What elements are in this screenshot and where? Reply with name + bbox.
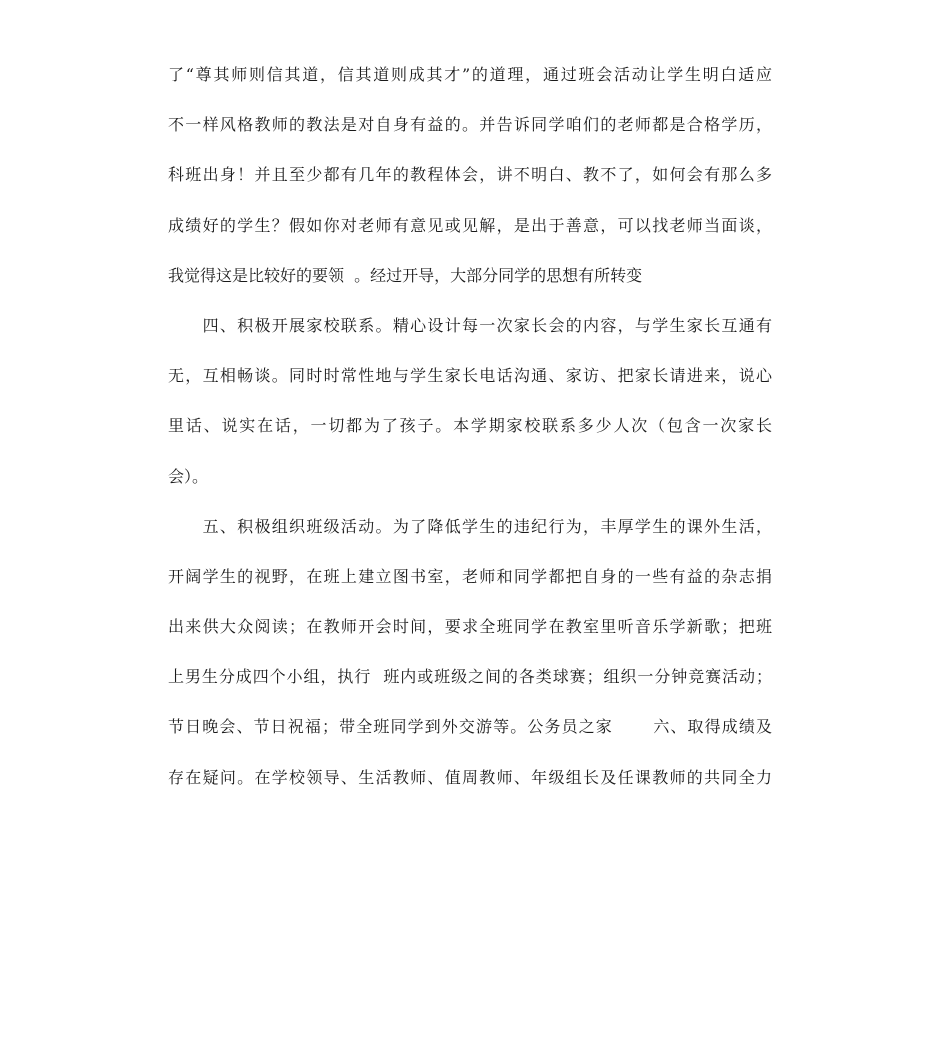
text-line-7: 无，互相畅谈。同时时常性地与学生家长电话沟通、家访、把家长请进来，说心 — [168, 366, 772, 386]
text-line-8: 里话、说实在话，一切都为了孩子。本学期家校联系多少人次（包含一次家长 — [168, 416, 772, 436]
text-line-6: 四、积极开展家校联系。精心设计每一次家长会的内容，与学生家长互通有 — [168, 315, 772, 335]
text-line-12: 出来供大众阅读；在教师开会时间，要求全班同学在教室里听音乐学新歌；把班 — [168, 617, 772, 637]
text-line-9: 会）。 — [168, 466, 209, 486]
text-line-14: 节日晚会、节日祝福；带全班同学到外交游等。公务员之家 六、取得成绩及 — [168, 717, 772, 737]
text-line-5: 我觉得这是比较好的要领 。经过开导，大部分同学的思想有所转变 — [168, 265, 643, 285]
text-line-13: 上男生分成四个小组，执行 班内或班级之间的各类球赛；组织一分钟竞赛活动； — [168, 667, 772, 687]
text-line-10: 五、积极组织班级活动。为了降低学生的违纪行为，丰厚学生的课外生活， — [168, 516, 772, 536]
text-line-3: 科班出身！并且至少都有几年的教程体会，讲不明白、教不了，如何会有那么多 — [168, 165, 772, 185]
text-line-2: 不一样风格教师的教法是对自身有益的。并告诉同学咱们的老师都是合格学历， — [168, 115, 772, 135]
text-line-1: 了“尊其师则信其道，信其道则成其才”的道理，通过班会活动让学生明白适应 — [168, 65, 772, 84]
text-line-15: 存在疑问。在学校领导、生活教师、值周教师、年级组长及任课教师的共同全力 — [168, 767, 772, 787]
text-line-4: 成绩好的学生？假如你对老师有意见或见解，是出于善意，可以找老师当面谈， — [168, 215, 772, 235]
text-line-11: 开阔学生的视野，在班上建立图书室，老师和同学都把自身的一些有益的杂志捐 — [168, 566, 772, 586]
document-body — [168, 62, 772, 815]
